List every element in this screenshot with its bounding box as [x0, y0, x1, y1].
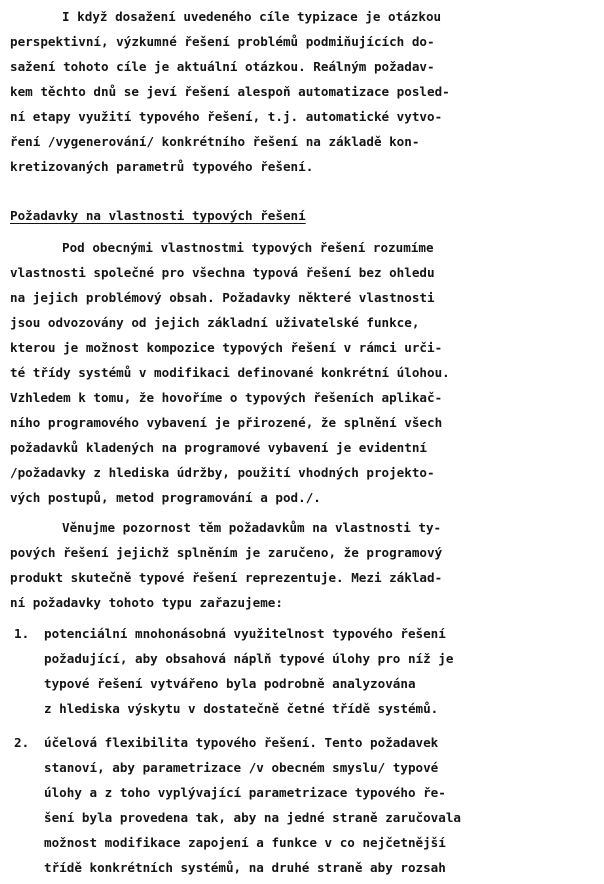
list-item-number: 1.: [14, 626, 30, 641]
list-item-line: stanoví, aby parametrizace /v obecném smyslu/ typové: [44, 760, 439, 775]
list-item-line: účelová flexibilita typového řešení. Tento požadavek: [44, 735, 439, 750]
text-line: sažení tohoto cíle je aktuální otázkou. Reálným požadav-: [10, 59, 435, 74]
text-line: produkt skutečně typové řešení reprezentuje. Mezi základ-: [10, 570, 443, 585]
text-line: ní etapy využití typového řešení, t.j. automatické vytvo-: [10, 109, 443, 124]
text-line: vlastnosti společné pro všechna typová řešení bez ohledu: [10, 265, 435, 280]
text-line: jsou odvozovány od jejich základní uživatelské funkce,: [10, 315, 420, 330]
text-line: /požadavky z hlediska údržby, použití vhodných projekto-: [10, 465, 435, 480]
text-line: pových řešení jejichž splněním je zaručeno, že programový: [10, 545, 443, 560]
text-line: kem těchto dnů se jeví řešení alespoň automatizace posled-: [10, 84, 450, 99]
text-line: Věnujme pozornost těm požadavkům na vlastnosti ty-: [62, 520, 442, 535]
list-item-line: potenciální mnohonásobná využitelnost typového řešení: [44, 626, 446, 641]
text-line: ní požadavky tohoto typu zařazujeme:: [10, 595, 283, 610]
text-line: kterou je možnost kompozice typových řešení v rámci urči-: [10, 340, 443, 355]
text-line: požadavků kladených na programové vybavení je evidentní: [10, 440, 428, 455]
list-item-line: typové řešení vytvářeno byla podrobně analyzována: [44, 676, 416, 691]
text-line: kretizovaných parametrů typového řešení.: [10, 159, 314, 174]
list-item-line: úlohy a z toho vyplývající parametrizace typového ře-: [44, 785, 446, 800]
list-item-line: požadující, aby obsahová náplň typové úlohy pro níž je: [44, 651, 454, 666]
text-line: vých postupů, metod programování a pod./.: [10, 490, 321, 505]
text-line: Pod obecnými vlastnostmi typových řešení rozumíme: [62, 240, 434, 255]
list-item-number: 2.: [14, 735, 30, 750]
text-line: perspektivní, výzkumné řešení problémů podmiňujících do-: [10, 34, 435, 49]
text-line: I když dosažení uvedeného cíle typizace je otázkou: [62, 9, 442, 24]
text-line: Vzhledem k tomu, že hovoříme o typových řešeních aplikač-: [10, 390, 443, 405]
list-item-line: z hlediska výskytu v dostatečně četné třídě systémů.: [44, 701, 439, 716]
text-line: ření /vygenerování/ konkrétního řešení na základě kon-: [10, 134, 420, 149]
list-item-line: třídě konkrétních systémů, na druhé straně aby rozsah: [44, 860, 446, 875]
section-heading: Požadavky na vlastnosti typových řešení: [10, 208, 306, 223]
text-line: ního programového vybavení je přirozené, že splnění všech: [10, 415, 443, 430]
list-item-line: šení byla provedena tak, aby na jedné straně zaručovala: [44, 810, 462, 825]
list-item-line: možnost modifikace zapojení a funkce v co nejčetnější: [44, 835, 446, 850]
text-line: na jejich problémový obsah. Požadavky některé vlastnosti: [10, 290, 435, 305]
text-line: té třídy systémů v modifikaci definované konkrétní úlohou.: [10, 365, 450, 380]
